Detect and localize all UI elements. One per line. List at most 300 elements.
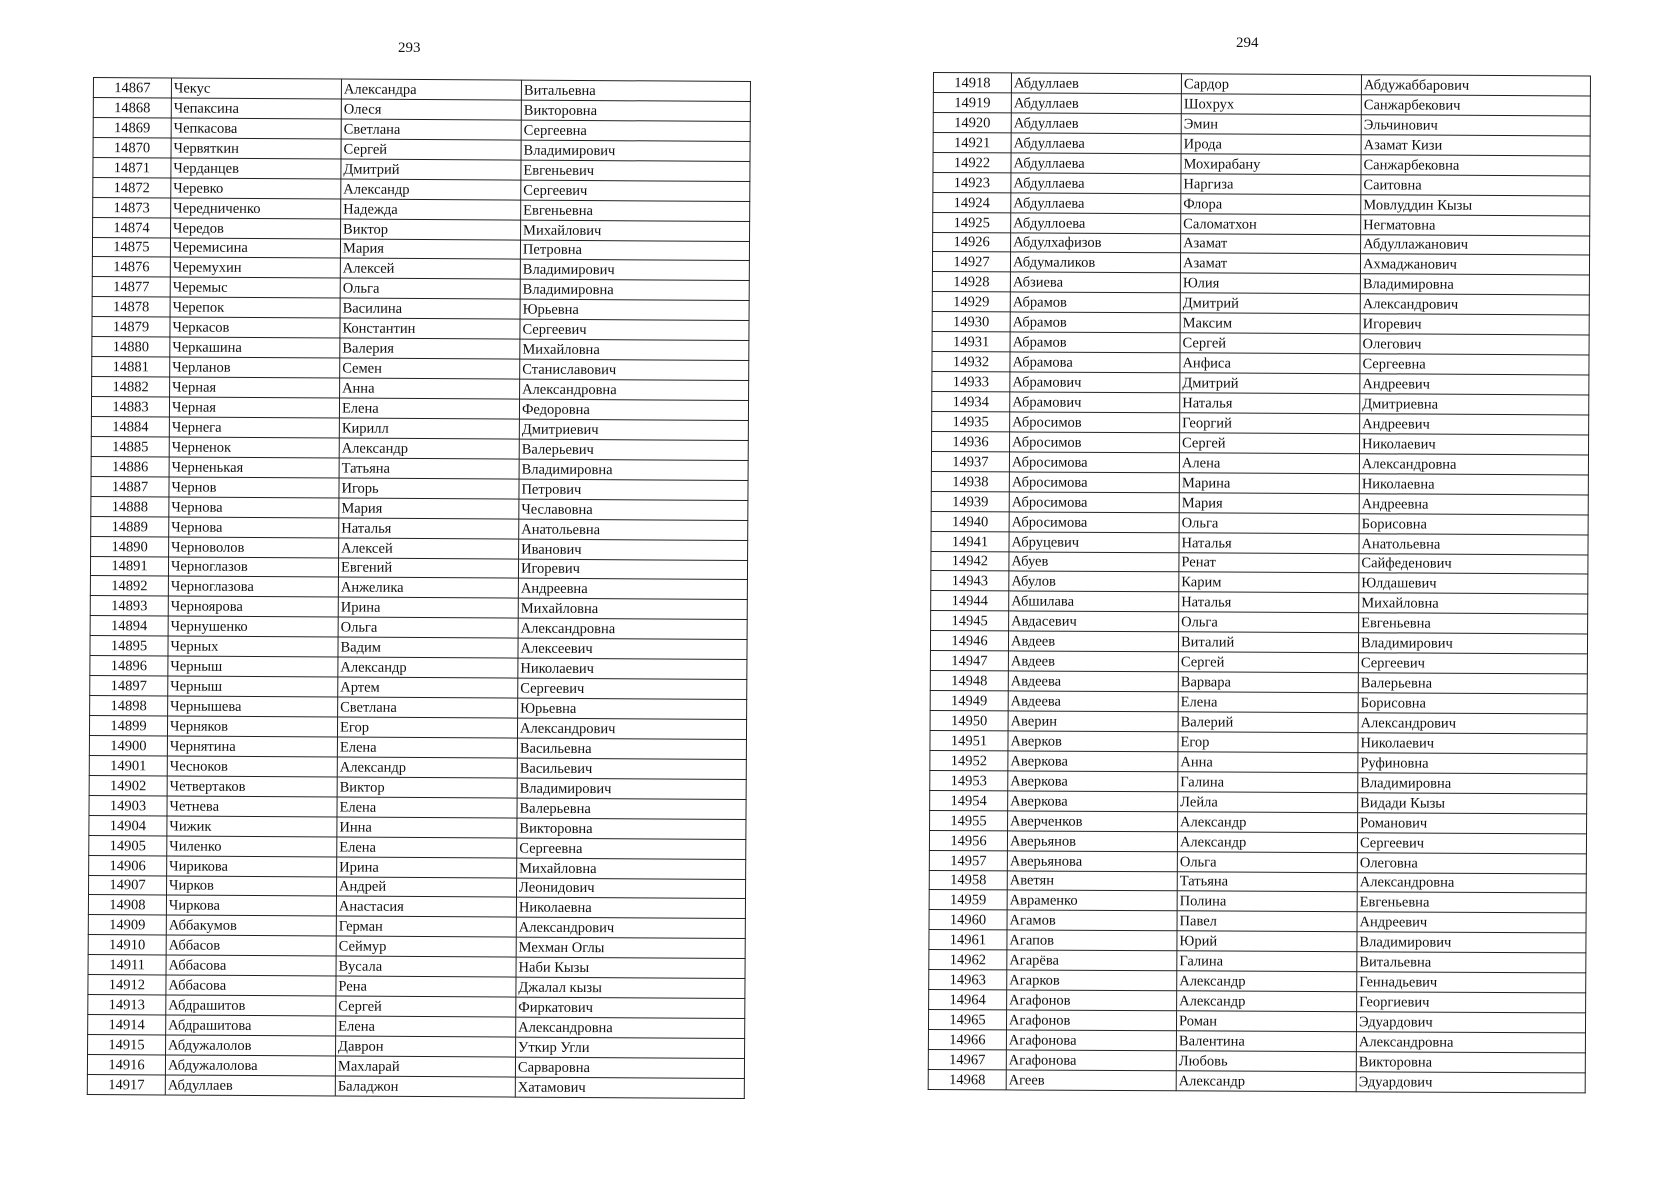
table-row bbox=[931, 511, 1588, 534]
first-name-cell: Светлана bbox=[338, 697, 518, 718]
surname-cell: Четвертаков bbox=[167, 776, 337, 797]
first-name-cell: Павел bbox=[1177, 911, 1357, 932]
first-name-cell: Вусала bbox=[336, 956, 516, 977]
first-name-cell: Дмитрий bbox=[341, 159, 521, 180]
patronymic-cell: Видади Кызы bbox=[1358, 792, 1587, 813]
row-number-cell: 14919 bbox=[933, 92, 1011, 112]
row-number-cell: 14922 bbox=[933, 152, 1011, 172]
row-number-cell: 14907 bbox=[89, 875, 167, 895]
patronymic-cell: Эдуардович bbox=[1356, 1072, 1585, 1093]
patronymic-cell: Михайлович bbox=[521, 220, 750, 241]
surname-cell: Абдуллаев bbox=[165, 1075, 335, 1096]
patronymic-cell: Александрович bbox=[1358, 713, 1587, 734]
surname-cell: Абросимов bbox=[1010, 412, 1180, 433]
surname-cell: Чекус bbox=[171, 78, 341, 99]
surname-cell: Чиленко bbox=[167, 836, 337, 857]
row-number-cell: 14931 bbox=[932, 332, 1010, 352]
table-row bbox=[933, 232, 1590, 255]
table-row bbox=[930, 790, 1587, 813]
surname-cell: Чирков bbox=[167, 875, 337, 896]
first-name-cell: Александр bbox=[1176, 1071, 1356, 1092]
first-name-cell: Сеймур bbox=[336, 936, 516, 957]
patronymic-cell: Сергеевич bbox=[521, 180, 750, 201]
surname-cell: Черкасов bbox=[170, 317, 340, 338]
patronymic-cell: Васильевич bbox=[517, 758, 746, 779]
patronymic-cell: Валерьевна bbox=[517, 798, 746, 819]
row-number-cell: 14941 bbox=[931, 531, 1009, 551]
surname-cell: Аверков bbox=[1008, 731, 1178, 752]
patronymic-cell: Петровна bbox=[520, 240, 749, 261]
table-row bbox=[931, 591, 1588, 614]
table-row bbox=[933, 192, 1590, 215]
first-name-cell: Наталья bbox=[1179, 592, 1359, 613]
patronymic-cell: Уткир Угли bbox=[516, 1037, 745, 1058]
surname-cell: Абдуллаев bbox=[1011, 113, 1181, 134]
first-name-cell: Сергей bbox=[336, 996, 516, 1017]
surname-cell: Чередов bbox=[171, 218, 341, 239]
surname-cell: Черныш bbox=[168, 676, 338, 697]
surname-cell: Черемыс bbox=[170, 277, 340, 298]
patronymic-cell: Анатольевна bbox=[519, 519, 748, 540]
surname-cell: Аверкова bbox=[1008, 771, 1178, 792]
first-name-cell: Артем bbox=[338, 677, 518, 698]
surname-cell: Агафонов bbox=[1007, 990, 1177, 1011]
patronymic-cell: Евгеньевна bbox=[1357, 892, 1586, 913]
row-number-cell: 14890 bbox=[91, 536, 169, 556]
row-number-cell: 14869 bbox=[93, 117, 171, 137]
row-number-cell: 14917 bbox=[87, 1074, 165, 1094]
row-number-cell: 14944 bbox=[931, 591, 1009, 611]
patronymic-cell: Витальевна bbox=[1357, 952, 1586, 973]
table-row bbox=[933, 152, 1590, 175]
first-name-cell: Герман bbox=[336, 916, 516, 937]
row-number-cell: 14940 bbox=[931, 511, 1009, 531]
patronymic-cell: Николаевич bbox=[1358, 733, 1587, 754]
row-number-cell: 14911 bbox=[88, 955, 166, 975]
first-name-cell: Валерия bbox=[340, 338, 520, 359]
first-name-cell: Надежда bbox=[341, 199, 521, 220]
first-name-cell: Елена bbox=[339, 398, 519, 419]
surname-cell: Абдужалолова bbox=[165, 1055, 335, 1076]
table-row bbox=[928, 1029, 1585, 1052]
row-number-cell: 14933 bbox=[932, 372, 1010, 392]
row-number-cell: 14923 bbox=[933, 172, 1011, 192]
table-row bbox=[930, 750, 1587, 773]
row-number-cell: 14873 bbox=[93, 197, 171, 217]
row-number-cell: 14893 bbox=[90, 596, 168, 616]
table-row bbox=[929, 890, 1586, 913]
patronymic-cell: Александровна bbox=[1356, 1032, 1585, 1053]
page-number-left: 293 bbox=[398, 40, 421, 56]
table-row bbox=[932, 272, 1589, 295]
patronymic-cell: Владимирович bbox=[520, 260, 749, 281]
patronymic-cell: Андреевич bbox=[1360, 374, 1589, 395]
patronymic-cell: Андреевич bbox=[1360, 414, 1589, 435]
row-number-cell: 14905 bbox=[89, 835, 167, 855]
patronymic-cell: Сергеевна bbox=[521, 120, 750, 141]
surname-cell: Абулов bbox=[1009, 571, 1179, 592]
row-number-cell: 14957 bbox=[929, 850, 1007, 870]
patronymic-cell: Сергеевич bbox=[1357, 832, 1586, 853]
first-name-cell: Александра bbox=[341, 79, 521, 100]
row-number-cell: 14921 bbox=[933, 132, 1011, 152]
patronymic-cell: Негматовна bbox=[1361, 214, 1590, 235]
surname-cell: Черняков bbox=[167, 716, 337, 737]
surname-cell: Черноярова bbox=[168, 596, 338, 617]
surname-cell: Абдужалолов bbox=[166, 1035, 336, 1056]
patronymic-cell: Владимирович bbox=[521, 140, 750, 161]
surname-cell: Аверин bbox=[1008, 711, 1178, 732]
row-number-cell: 14867 bbox=[93, 78, 171, 98]
table-row bbox=[933, 112, 1590, 135]
row-number-cell: 14960 bbox=[929, 910, 1007, 930]
surname-cell: Чередниченко bbox=[171, 198, 341, 219]
surname-cell: Черданцев bbox=[171, 158, 341, 179]
row-number-cell: 14903 bbox=[89, 795, 167, 815]
patronymic-cell: Федоровна bbox=[519, 399, 748, 420]
surname-cell: Авдеева bbox=[1008, 691, 1178, 712]
row-number-cell: 14868 bbox=[93, 97, 171, 117]
row-number-cell: 14887 bbox=[91, 476, 169, 496]
table-row bbox=[931, 551, 1588, 574]
patronymic-cell: Наби Кызы bbox=[516, 957, 745, 978]
patronymic-cell: Санжарбековна bbox=[1361, 154, 1590, 175]
table-row bbox=[931, 491, 1588, 514]
patronymic-cell: Валерьевич bbox=[519, 439, 748, 460]
first-name-cell: Алексей bbox=[340, 258, 520, 279]
table-row bbox=[928, 1069, 1585, 1092]
patronymic-cell: Александровна bbox=[518, 618, 747, 639]
patronymic-cell: Чеславовна bbox=[519, 499, 748, 520]
table-row bbox=[932, 431, 1589, 454]
first-name-cell: Семен bbox=[340, 358, 520, 379]
first-name-cell: Юлия bbox=[1180, 273, 1360, 294]
row-number-cell: 14950 bbox=[930, 710, 1008, 730]
first-name-cell: Анастасия bbox=[336, 896, 516, 917]
first-name-cell: Азамат bbox=[1180, 253, 1360, 274]
surname-cell: Абрамович bbox=[1010, 372, 1180, 393]
first-name-cell: Наргиза bbox=[1181, 173, 1361, 194]
table-row bbox=[931, 451, 1588, 474]
patronymic-cell: Сарваровна bbox=[515, 1057, 744, 1078]
surname-cell: Аверкова bbox=[1008, 791, 1178, 812]
first-name-cell: Мария bbox=[339, 498, 519, 519]
surname-cell: Абдуллаев bbox=[1011, 93, 1181, 114]
row-number-cell: 14880 bbox=[92, 337, 170, 357]
table-row bbox=[931, 471, 1588, 494]
surname-cell: Абрамович bbox=[1010, 392, 1180, 413]
surname-cell: Чернышева bbox=[168, 696, 338, 717]
row-number-cell: 14930 bbox=[932, 312, 1010, 332]
patronymic-cell: Фиркатович bbox=[516, 997, 745, 1018]
surname-cell: Авдеева bbox=[1008, 671, 1178, 692]
first-name-cell: Любовь bbox=[1176, 1051, 1356, 1072]
first-name-cell: Анна bbox=[340, 378, 520, 399]
patronymic-cell: Геннадьевич bbox=[1357, 972, 1586, 993]
first-name-cell: Елена bbox=[337, 797, 517, 818]
row-number-cell: 14915 bbox=[88, 1034, 166, 1054]
row-number-cell: 14968 bbox=[928, 1069, 1006, 1089]
first-name-cell: Игорь bbox=[339, 478, 519, 499]
patronymic-cell: Дмитриевна bbox=[1360, 394, 1589, 415]
row-number-cell: 14938 bbox=[931, 471, 1009, 491]
first-name-cell: Сергей bbox=[1180, 433, 1360, 454]
surname-cell: Абдуллаева bbox=[1011, 133, 1181, 154]
patronymic-cell: Евгеньевна bbox=[521, 200, 750, 221]
table-row bbox=[930, 671, 1587, 694]
first-name-cell: Кирилл bbox=[339, 418, 519, 439]
row-number-cell: 14925 bbox=[933, 212, 1011, 232]
surname-cell: Абшилава bbox=[1009, 591, 1179, 612]
patronymic-cell: Михайловна bbox=[520, 339, 749, 360]
surname-cell: Черемисина bbox=[170, 237, 340, 258]
patronymic-cell: Иванович bbox=[519, 539, 748, 560]
patronymic-cell: Викторовна bbox=[517, 818, 746, 839]
patronymic-cell: Николаевич bbox=[1360, 434, 1589, 455]
patronymic-cell: Александровна bbox=[1359, 454, 1588, 475]
patronymic-cell: Абдуллажанович bbox=[1361, 234, 1590, 255]
first-name-cell: Дмитрий bbox=[1180, 293, 1360, 314]
first-name-cell: Ирода bbox=[1181, 134, 1361, 155]
first-name-cell: Виталий bbox=[1178, 632, 1358, 653]
surname-cell: Абруцевич bbox=[1009, 531, 1179, 552]
surname-cell: Абросимова bbox=[1009, 452, 1179, 473]
row-number-cell: 14924 bbox=[933, 192, 1011, 212]
first-name-cell: Ольга bbox=[1179, 612, 1359, 633]
row-number-cell: 14899 bbox=[89, 715, 167, 735]
table-row bbox=[929, 930, 1586, 953]
patronymic-cell: Сергеевна bbox=[517, 838, 746, 859]
surname-cell: Аверкова bbox=[1008, 751, 1178, 772]
row-number-cell: 14870 bbox=[93, 137, 171, 157]
surname-cell: Четнева bbox=[167, 796, 337, 817]
patronymic-cell: Михайловна bbox=[517, 858, 746, 879]
row-number-cell: 14894 bbox=[90, 616, 168, 636]
first-name-cell: Татьяна bbox=[1177, 871, 1357, 892]
row-number-cell: 14954 bbox=[930, 790, 1008, 810]
first-name-cell: Виктор bbox=[341, 219, 521, 240]
row-number-cell: 14965 bbox=[928, 1010, 1006, 1030]
row-number-cell: 14874 bbox=[93, 217, 171, 237]
patronymic-cell: Андреевна bbox=[518, 579, 747, 600]
first-name-cell: Валерий bbox=[1178, 712, 1358, 733]
row-number-cell: 14888 bbox=[91, 496, 169, 516]
patronymic-cell: Михайловна bbox=[518, 598, 747, 619]
surname-cell: Чесноков bbox=[167, 756, 337, 777]
surname-cell: Черныш bbox=[168, 656, 338, 677]
row-number-cell: 14872 bbox=[93, 177, 171, 197]
first-name-cell: Мария bbox=[340, 239, 520, 260]
table-row bbox=[929, 910, 1586, 933]
first-name-cell: Махларай bbox=[335, 1056, 515, 1077]
row-number-cell: 14956 bbox=[929, 830, 1007, 850]
first-name-cell: Роман bbox=[1176, 1011, 1356, 1032]
name-list-table-right bbox=[928, 72, 1591, 1093]
first-name-cell: Наталья bbox=[1179, 532, 1359, 553]
surname-cell: Авраменко bbox=[1007, 890, 1177, 911]
table-row bbox=[930, 810, 1587, 833]
patronymic-cell: Александровна bbox=[516, 1017, 745, 1038]
first-name-cell: Светлана bbox=[341, 119, 521, 140]
first-name-cell: Баладжон bbox=[335, 1076, 515, 1097]
row-number-cell: 14946 bbox=[930, 631, 1008, 651]
patronymic-cell: Николаевна bbox=[516, 898, 745, 919]
patronymic-cell: Сайфеденович bbox=[1359, 553, 1588, 574]
surname-cell: Абдрашитова bbox=[166, 1015, 336, 1036]
first-name-cell: Сергей bbox=[1178, 652, 1358, 673]
row-number-cell: 14942 bbox=[931, 551, 1009, 571]
row-number-cell: 14951 bbox=[930, 730, 1008, 750]
table-row bbox=[929, 830, 1586, 853]
first-name-cell: Евгений bbox=[338, 558, 518, 579]
surname-cell: Червяткин bbox=[171, 138, 341, 159]
surname-cell: Чижик bbox=[167, 816, 337, 837]
patronymic-cell: Владимировна bbox=[1360, 274, 1589, 295]
patronymic-cell: Леонидович bbox=[516, 878, 745, 899]
surname-cell: Абзиева bbox=[1010, 272, 1180, 293]
row-number-cell: 14943 bbox=[931, 571, 1009, 591]
row-number-cell: 14914 bbox=[88, 1015, 166, 1035]
first-name-cell: Елена bbox=[337, 737, 517, 758]
first-name-cell: Елена bbox=[336, 1016, 516, 1037]
surname-cell: Чиркова bbox=[166, 895, 336, 916]
first-name-cell: Егор bbox=[1178, 732, 1358, 753]
patronymic-cell: Эльчинович bbox=[1361, 115, 1590, 136]
patronymic-cell: Игоревич bbox=[1360, 314, 1589, 335]
row-number-cell: 14952 bbox=[930, 750, 1008, 770]
patronymic-cell: Владимировна bbox=[1358, 773, 1587, 794]
table-row bbox=[932, 252, 1589, 275]
surname-cell: Чернова bbox=[169, 497, 339, 518]
row-number-cell: 14871 bbox=[93, 157, 171, 177]
surname-cell: Аветян bbox=[1007, 870, 1177, 891]
patronymic-cell: Мехман Оглы bbox=[516, 937, 745, 958]
table-row bbox=[930, 730, 1587, 753]
patronymic-cell: Владимирович bbox=[1358, 633, 1587, 654]
row-number-cell: 14881 bbox=[92, 357, 170, 377]
table-row bbox=[932, 292, 1589, 315]
row-number-cell: 14962 bbox=[929, 950, 1007, 970]
surname-cell: Чернятина bbox=[167, 736, 337, 757]
first-name-cell: Эмин bbox=[1181, 114, 1361, 135]
table-row bbox=[933, 92, 1590, 115]
surname-cell: Абрамов bbox=[1010, 292, 1180, 313]
patronymic-cell: Николаевна bbox=[1359, 473, 1588, 494]
first-name-cell: Галина bbox=[1178, 772, 1358, 793]
surname-cell: Агафонов bbox=[1006, 1010, 1176, 1031]
patronymic-cell: Александровна bbox=[1357, 872, 1586, 893]
surname-cell: Абдуллаева bbox=[1011, 173, 1181, 194]
row-number-cell: 14898 bbox=[90, 696, 168, 716]
surname-cell: Агарков bbox=[1007, 970, 1177, 991]
patronymic-cell: Борисовна bbox=[1358, 693, 1587, 714]
row-number-cell: 14936 bbox=[932, 431, 1010, 451]
row-number-cell: 14920 bbox=[933, 112, 1011, 132]
first-name-cell: Лейла bbox=[1178, 792, 1358, 813]
surname-cell: Чернова bbox=[169, 517, 339, 538]
surname-cell: Абуев bbox=[1009, 551, 1179, 572]
row-number-cell: 14892 bbox=[90, 576, 168, 596]
first-name-cell: Василина bbox=[340, 298, 520, 319]
first-name-cell: Марина bbox=[1179, 473, 1359, 494]
first-name-cell: Георгий bbox=[1180, 413, 1360, 434]
first-name-cell: Юрий bbox=[1177, 931, 1357, 952]
first-name-cell: Валентина bbox=[1176, 1031, 1356, 1052]
table-row bbox=[933, 172, 1590, 195]
patronymic-cell: Владимирович bbox=[1357, 932, 1586, 953]
first-name-cell: Елена bbox=[1178, 692, 1358, 713]
table-row bbox=[930, 691, 1587, 714]
name-list-table-left bbox=[87, 77, 751, 1099]
row-number-cell: 14906 bbox=[89, 855, 167, 875]
patronymic-cell: Васильевна bbox=[517, 738, 746, 759]
first-name-cell: Вадим bbox=[338, 637, 518, 658]
first-name-cell: Дмитрий bbox=[1180, 373, 1360, 394]
patronymic-cell: Евгеньевна bbox=[1359, 613, 1588, 634]
surname-cell: Абдуллоева bbox=[1011, 212, 1181, 233]
patronymic-cell: Станиславович bbox=[520, 359, 749, 380]
table-row bbox=[928, 1049, 1585, 1072]
row-number-cell: 14882 bbox=[92, 377, 170, 397]
row-number-cell: 14885 bbox=[91, 436, 169, 456]
first-name-cell: Ольга bbox=[340, 278, 520, 299]
table-row bbox=[929, 970, 1586, 993]
row-number-cell: 14929 bbox=[932, 292, 1010, 312]
row-number-cell: 14904 bbox=[89, 815, 167, 835]
patronymic-cell: Сергеевич bbox=[520, 319, 749, 340]
first-name-cell: Олеся bbox=[341, 99, 521, 120]
row-number-cell: 14949 bbox=[930, 691, 1008, 711]
row-number-cell: 14909 bbox=[88, 915, 166, 935]
surname-cell: Черноволов bbox=[169, 537, 339, 558]
surname-cell: Чепкасова bbox=[171, 118, 341, 139]
patronymic-cell: Владимировна bbox=[520, 279, 749, 300]
surname-cell: Абрамов bbox=[1010, 312, 1180, 333]
patronymic-cell: Владимировна bbox=[519, 459, 748, 480]
row-number-cell: 14879 bbox=[92, 317, 170, 337]
first-name-cell: Наталья bbox=[339, 518, 519, 539]
patronymic-cell: Алексеевич bbox=[518, 638, 747, 659]
row-number-cell: 14884 bbox=[91, 416, 169, 436]
first-name-cell: Виктор bbox=[337, 777, 517, 798]
patronymic-cell: Валерьевна bbox=[1358, 673, 1587, 694]
first-name-cell: Галина bbox=[1177, 951, 1357, 972]
first-name-cell: Варвара bbox=[1178, 672, 1358, 693]
patronymic-cell: Санжарбекович bbox=[1361, 95, 1590, 116]
row-number-cell: 14966 bbox=[928, 1029, 1006, 1049]
first-name-cell: Саломатхон bbox=[1181, 213, 1361, 234]
row-number-cell: 14935 bbox=[932, 411, 1010, 431]
table-row bbox=[933, 73, 1590, 96]
first-name-cell: Анжелика bbox=[338, 577, 518, 598]
row-number-cell: 14876 bbox=[92, 257, 170, 277]
row-number-cell: 14959 bbox=[929, 890, 1007, 910]
patronymic-cell: Викторовна bbox=[1356, 1052, 1585, 1073]
surname-cell: Черкашина bbox=[170, 337, 340, 358]
table-row bbox=[929, 870, 1586, 893]
row-number-cell: 14897 bbox=[90, 676, 168, 696]
surname-cell: Абросимова bbox=[1009, 472, 1179, 493]
surname-cell: Аверьянов bbox=[1007, 831, 1177, 852]
patronymic-cell: Александровна bbox=[520, 379, 749, 400]
first-name-cell: Сергей bbox=[341, 139, 521, 160]
row-number-cell: 14955 bbox=[930, 810, 1008, 830]
first-name-cell: Александр bbox=[1178, 811, 1358, 832]
surname-cell: Аббасов bbox=[166, 935, 336, 956]
first-name-cell: Александр bbox=[337, 757, 517, 778]
surname-cell: Агарёва bbox=[1007, 950, 1177, 971]
surname-cell: Черемухин bbox=[170, 257, 340, 278]
